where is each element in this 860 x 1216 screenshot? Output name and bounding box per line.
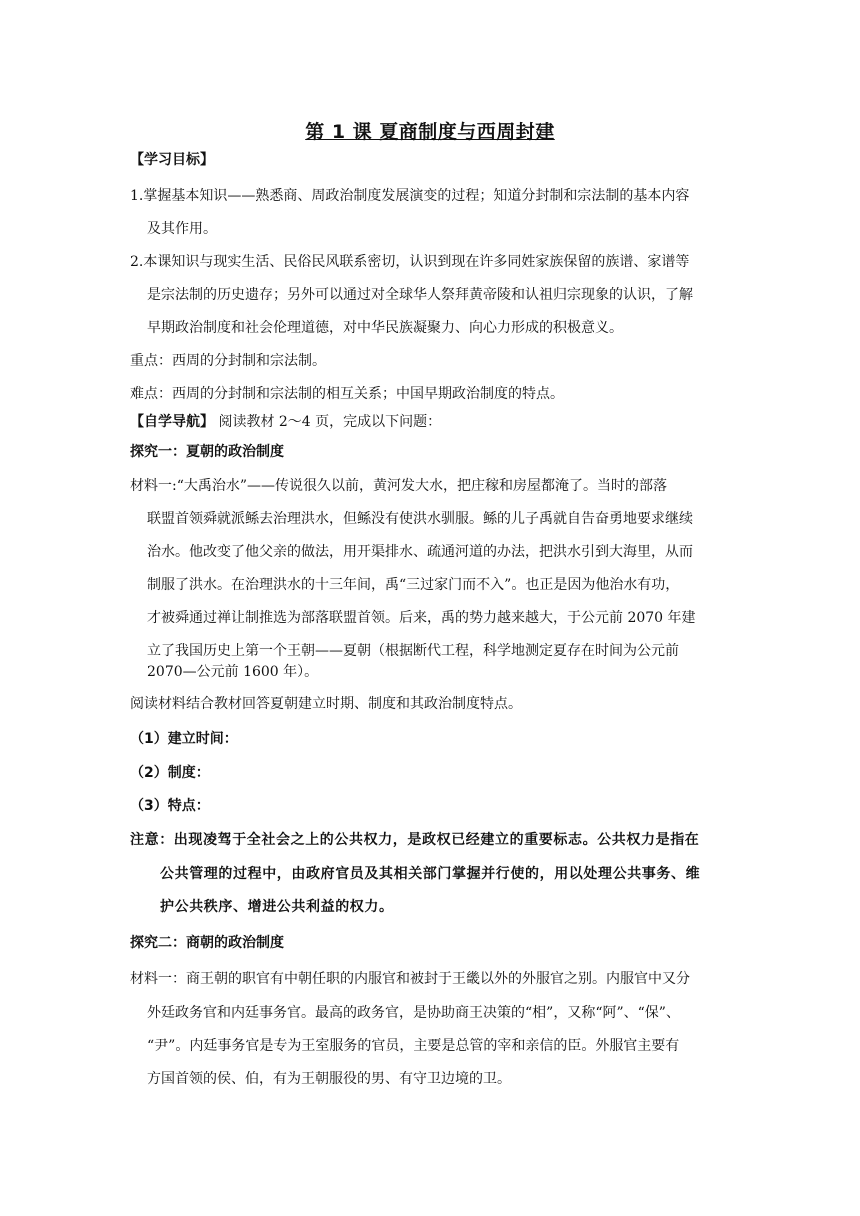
material-1-line-4: 制服了洪水。在治理洪水的十三年间，禹“三过家门而不入”。也正是因为他治水有功， [147,577,680,593]
explore-2-title: 探究二：商朝的政治制度 [130,935,284,951]
material-2-line-3: “尹”。内廷事务官是专为王室服务的官员，主要是总管的宰和亲信的臣。外服官主要有 [147,1038,680,1054]
goal-1-line-1: 1.掌握基本知识——熟悉商、周政治制度发展演变的过程；知道分封制和宗法制的基本内容 [130,188,690,204]
nav-label: 【自学导航】 [130,414,214,430]
explore-1-title: 探究一：夏朝的政治制度 [130,444,284,460]
note-line-2: 公共管理的过程中，由政府官员及其相关部门掌握并行使的，用以处理公共事务、维 [160,866,701,882]
material-1-line-7: 2070—公元前 1600 年）。 [147,664,319,680]
material-2-line-1: 材料一：商王朝的职官有中朝任职的内服官和被封于王畿以外的外服官之别。内服官中又分 [130,971,690,987]
question-2: （2）制度： [130,765,210,781]
material-1-line-5: 才被舜通过禅让制推选为部落联盟首领。后来，禹的势力越来越大，于公元前 2070 年建 [147,610,696,626]
question-intro: 阅读材料结合教材回答夏朝建立时期、制度和其政治制度特点。 [130,696,522,712]
material-1-line-6: 立了我国历史上第一个王朝——夏朝（根据断代工程，科学地测定夏存在时间为公元前 [147,643,679,659]
self-study-nav [130,412,441,432]
key-point: 重点：西周的分封制和宗法制。 [130,353,326,369]
nav-text: 阅读教材 2～4 页，完成以下问题： [214,414,442,430]
goal-2-line-2: 是宗法制的历史遗存；另外可以通过对全球华人祭拜黄帝陵和认祖归宗现象的认识，了解 [147,287,693,303]
material-1-line-1: 材料一:“大禹治水”——传说很久以前，黄河发大水，把庄稼和房屋都淹了。当时的部落 [130,478,668,494]
note-line-1: 注意：出现凌驾于全社会之上的公共权力，是政权已经建立的重要标志。公共权力是指在 [130,832,700,848]
difficult-point: 难点：西周的分封制和宗法制的相互关系；中国早期政治制度的特点。 [130,386,564,402]
material-2-line-4: 方国首领的侯、伯，有为王朝服役的男、有守卫边境的卫。 [147,1071,511,1087]
goal-2-line-1: 2.本课知识与现实生活、民俗民风联系密切，认识到现在许多同姓家族保留的族谱、家谱等 [130,254,690,270]
lesson-title: 第 1 课 夏商制度与西周封建 [305,121,555,143]
goal-2-line-3: 早期政治制度和社会伦理道德，对中华民族凝聚力、向心力形成的积极意义。 [147,320,623,336]
question-3: （3）特点： [130,798,210,814]
note-line-3: 护公共秩序、增进公共利益的权力。 [160,899,394,915]
goals-header: 【学习目标】 [130,152,214,168]
goal-1-line-2: 及其作用。 [147,221,217,237]
material-1-line-2: 联盟首领舜就派鲧去治理洪水，但鲧没有使洪水驯服。鲧的儿子禹就自告奋勇地要求继续 [147,511,693,527]
question-1: （1）建立时间： [130,731,238,747]
material-2-line-2: 外廷政务官和内廷事务官。最高的政务官，是协助商王决策的“相”，又称“阿”、“保”、 [147,1005,680,1021]
material-1-line-3: 治水。他改变了他父亲的做法，用开渠排水、疏通河道的办法，把洪水引到大海里，从而 [147,544,693,560]
